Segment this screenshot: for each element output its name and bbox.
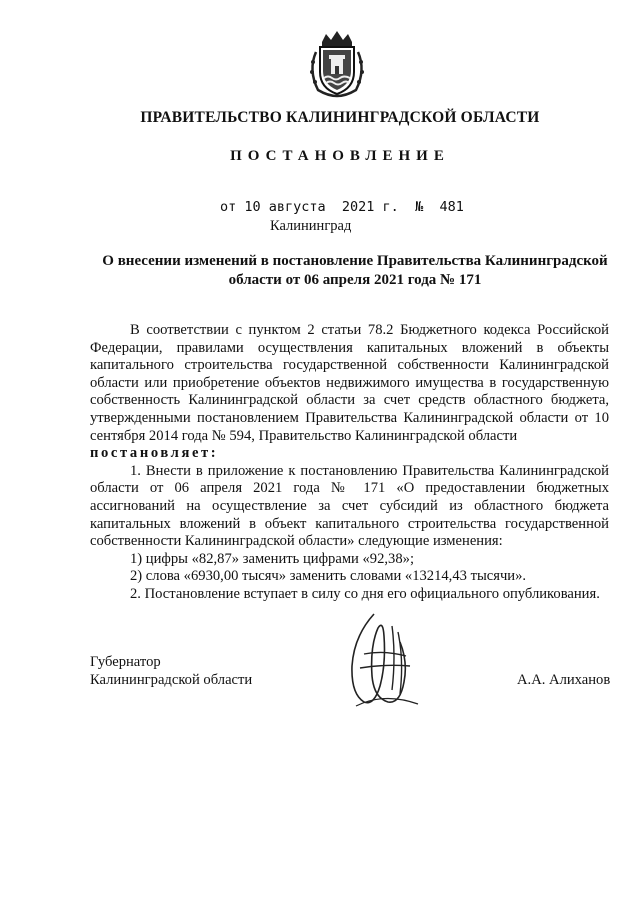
document-subject (90, 252, 620, 290)
signatory-title-line-2: Калининградской области (90, 671, 253, 688)
document-body (90, 322, 609, 604)
kaliningrad-coat-of-arms-icon (302, 28, 372, 98)
signatory-name: А.А. Алиханов (517, 672, 611, 688)
signatory-title (90, 654, 252, 689)
signatory-title-line-1: Губернатор (90, 654, 161, 670)
item-1-2: 2) слова «6930,00 тысяч» заменить словами «13214,43 тысячи». (130, 568, 527, 585)
subject-line-2: области от 06 апреля 2021 года № 171 (228, 272, 482, 288)
decree-word: постановляет: (90, 445, 219, 462)
item-1: 1. Внести в приложение к постановлению Правительства Калининградской области от 06 апреля 2021 года № 171 «О предоставлении бюджетных ассигнований на осуществление за счет субсидий из областного бюджета капитальных вложений в объект капитального строительства государственной собственности Калининградской области» следующие изменения: (90, 462, 609, 550)
preamble-paragraph: В соответствии с пунктом 2 статьи 78.2 Бюджетного кодекса Российской Федерации, правилами осуществления капитальных вложений в объекты капитального строительства государственной собственности Калининградской области или приобретение объектов недвижимого имущества в государственную собственность Калининградской области за счет средств областного бюджета, утвержденными постановлением Правительства Калининградской области от 10 сентября 2014 года № 594, Правительство Калининградской области (90, 322, 609, 444)
date-and-number: от 10 августа 2021 г. № 481 (220, 199, 464, 215)
city: Калининград (270, 218, 352, 234)
handwritten-signature-icon (334, 606, 426, 710)
item-2: 2. Постановление вступает в силу со дня его официального опубликования. (130, 585, 600, 602)
document-type: ПОСТАНОВЛЕНИЕ (230, 148, 450, 164)
subject-line-1: О внесении изменений в постановление Правительства Калининградской (102, 253, 608, 269)
government-title: ПРАВИТЕЛЬСТВО КАЛИНИНГРАДСКОЙ ОБЛАСТИ (140, 109, 540, 126)
item-1-1: 1) цифры «82,87» заменить цифрами «92,38»; (130, 550, 414, 567)
